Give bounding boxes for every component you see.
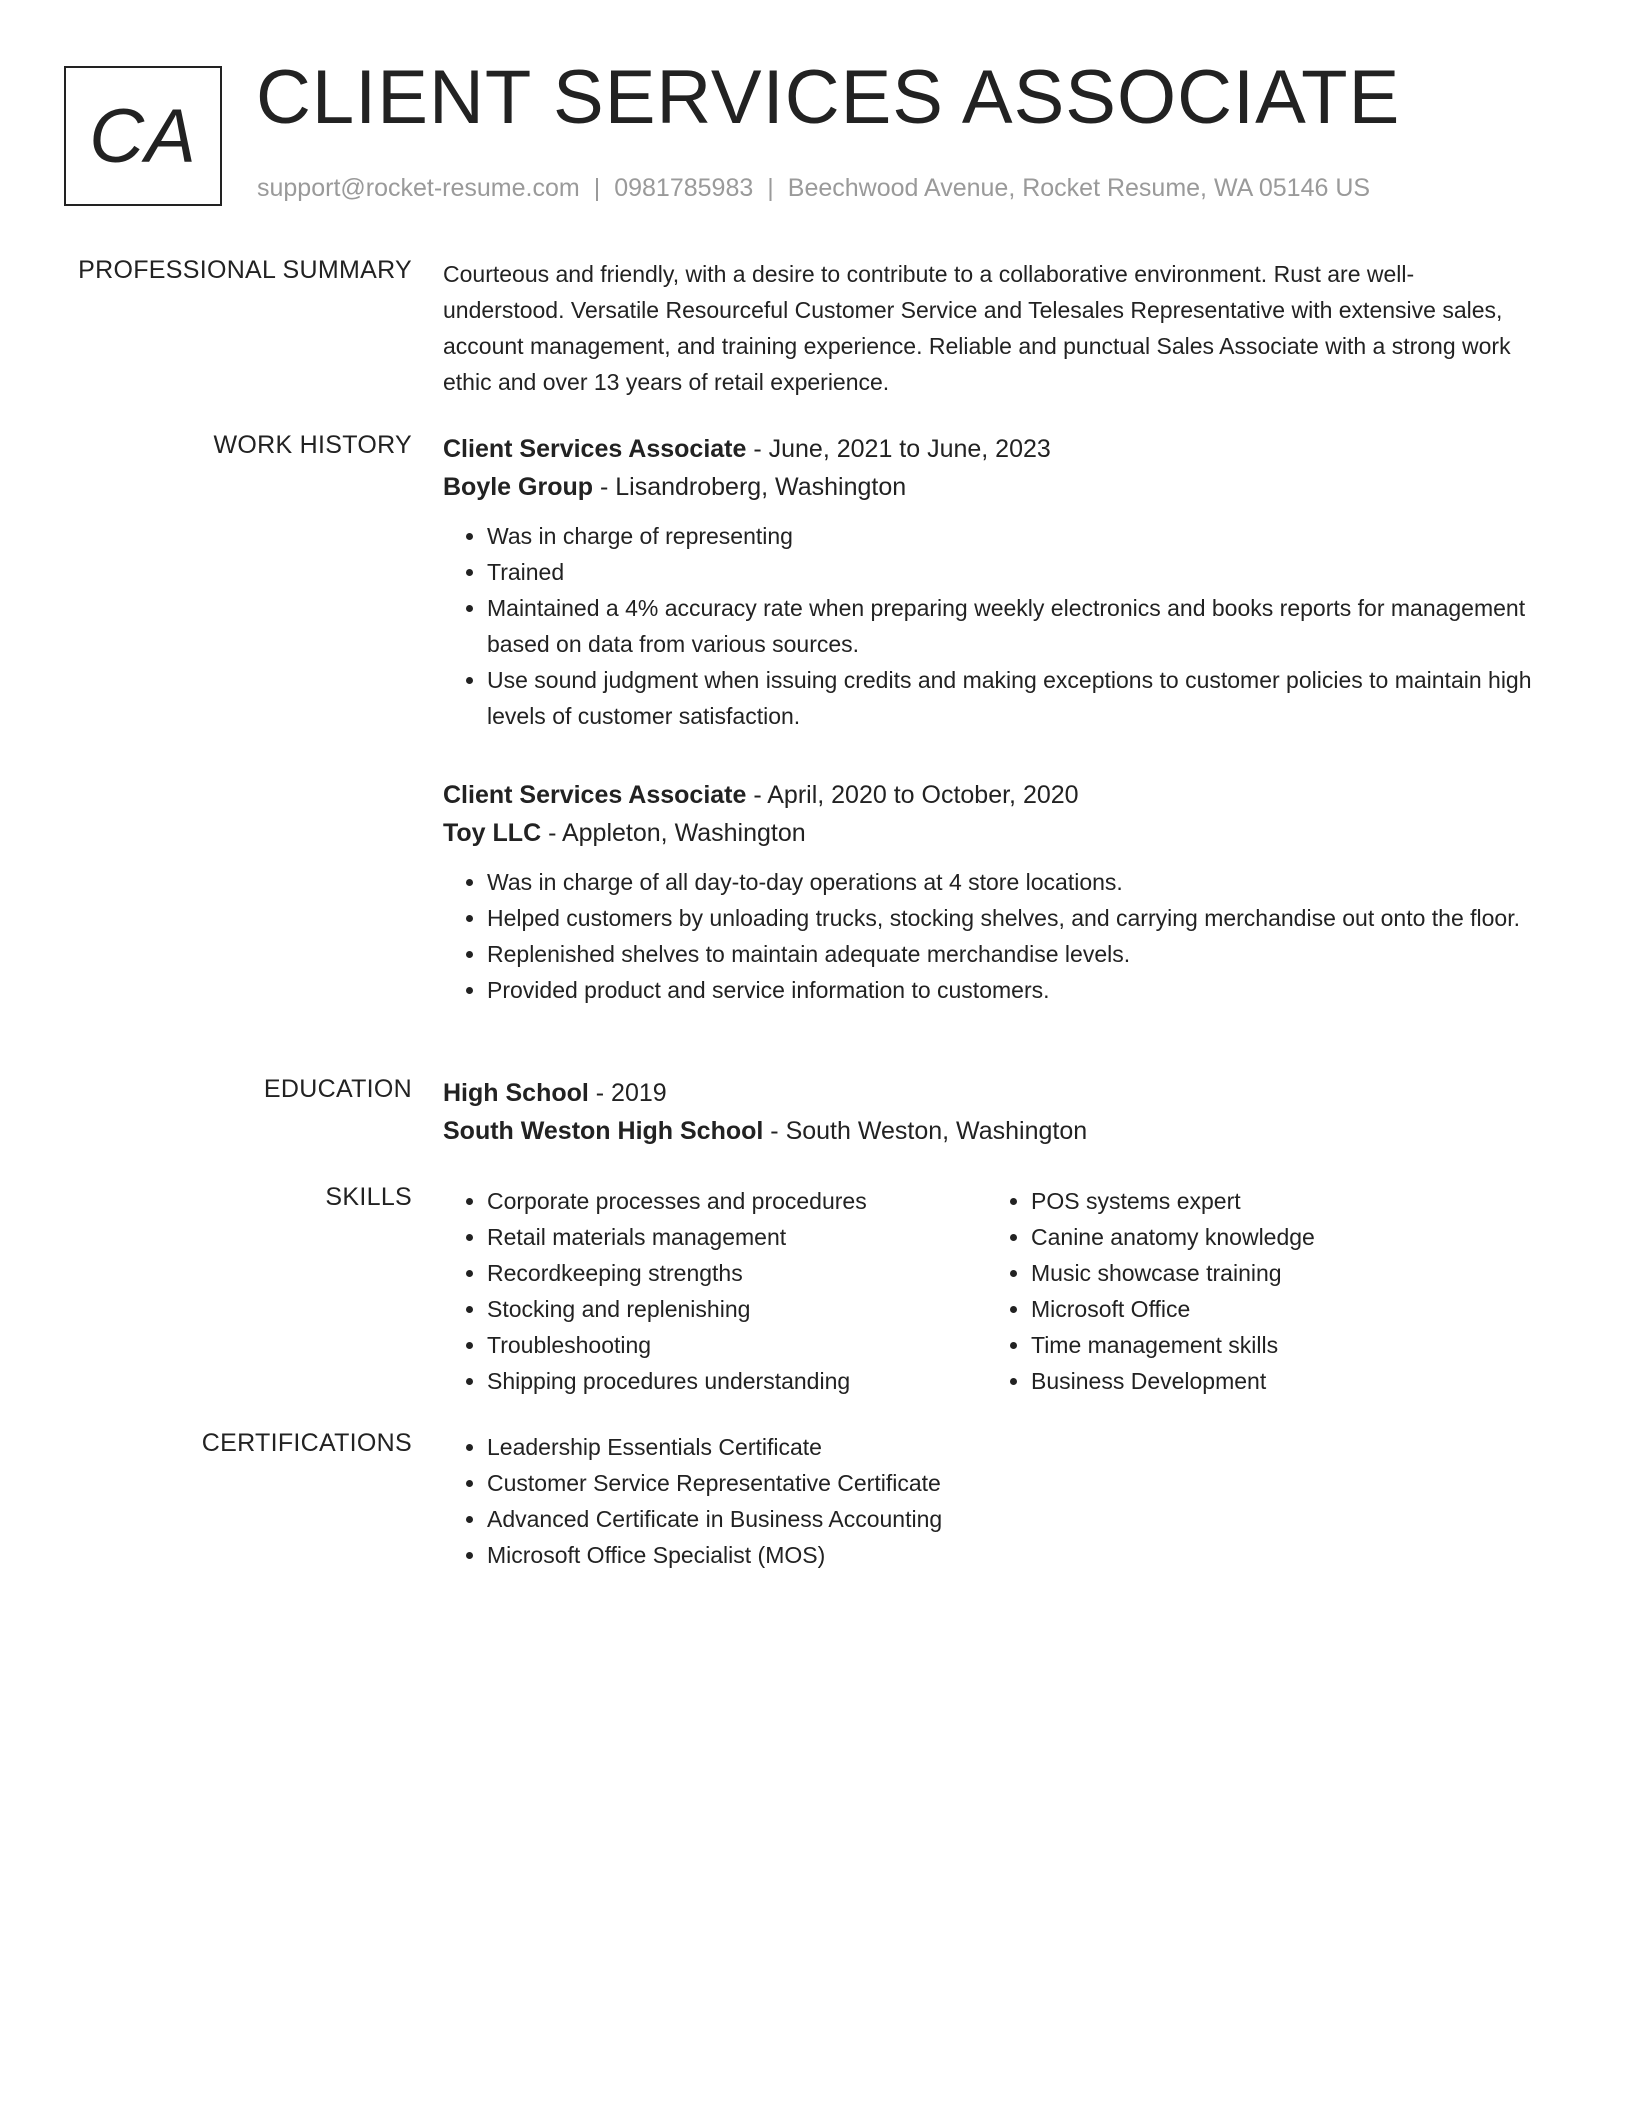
- job-company: Toy LLC: [443, 819, 542, 847]
- monogram-badge: [64, 66, 222, 206]
- list-item: • Recordkeeping strengths: [487, 1255, 943, 1291]
- list-item: • Business Development: [1031, 1363, 1487, 1399]
- summary-text: Courteous and friendly, with a desire to contribute to a collaborative environment. Rust are well-understood. Versatile Resourceful Customer Service and Telesales Representative with extensive sales, account management, and training experience. Reliable and punctual Sales Associate with a strong work ethic and over 13 years of retail experience.: [443, 261, 1511, 395]
- list-item: • Shipping procedures understanding: [487, 1363, 943, 1399]
- list-item: • Maintained a 4% accuracy rate when preparing weekly electronics and books reports for management based on data from various sources.: [487, 590, 1543, 662]
- list-item: • Microsoft Office Specialist (MOS): [487, 1537, 1543, 1573]
- monogram-text: CA: [89, 93, 197, 179]
- list-item: • Replenished shelves to maintain adequate merchandise levels.: [487, 936, 1543, 972]
- education-location: - South Weston, Washington: [763, 1117, 1088, 1145]
- job-title: Client Services Associate: [443, 781, 747, 809]
- list-item: • Troubleshooting: [487, 1327, 943, 1363]
- list-item: • Provided product and service information to customers.: [487, 972, 1543, 1008]
- list-item: • Helped customers by unloading trucks, stocking shelves, and carrying merchandise out onto the floor.: [487, 900, 1543, 936]
- contact-separator: |: [767, 174, 774, 202]
- summary-label: PROFESSIONAL SUMMARY: [78, 256, 412, 284]
- list-item: • Leadership Essentials Certificate: [487, 1429, 1543, 1465]
- list-item: • Use sound judgment when issuing credits and making exceptions to customer policies to maintain high levels of customer satisfaction.: [487, 662, 1543, 734]
- list-item: • Corporate processes and procedures: [487, 1183, 943, 1219]
- job-title-line: [443, 430, 1543, 468]
- job-bullets: [443, 864, 1543, 1008]
- contact-phone[interactable]: 0981785983: [614, 174, 754, 202]
- list-item: • Retail materials management: [487, 1219, 943, 1255]
- education-school-line: [443, 1112, 1543, 1150]
- job-company-line: [443, 814, 1543, 852]
- job-company-line: [443, 468, 1543, 506]
- job-company: Boyle Group: [443, 473, 594, 501]
- job-entry: [443, 430, 1543, 734]
- resume-title: CLIENT SERVICES ASSOCIATE: [256, 55, 1401, 140]
- certifications-body: [443, 1429, 1543, 1573]
- contact-address: Beechwood Avenue, Rocket Resume, WA 05146 US: [787, 174, 1371, 202]
- education-body: [443, 1074, 1543, 1150]
- job-location: - Lisandroberg, Washington: [593, 473, 907, 501]
- skills-list-right: [987, 1183, 1487, 1399]
- certifications-list: [443, 1429, 1543, 1573]
- education-degree-line: [443, 1074, 1543, 1112]
- job-entry: [443, 776, 1543, 1008]
- job-dates: - June, 2021 to June, 2023: [746, 435, 1051, 463]
- job-title: Client Services Associate: [443, 435, 747, 463]
- skills-list-left: [443, 1183, 943, 1399]
- job-dates: - April, 2020 to October, 2020: [746, 781, 1079, 809]
- skills-label: SKILLS: [325, 1183, 412, 1211]
- job-title-line: [443, 776, 1543, 814]
- list-item: • Music showcase training: [1031, 1255, 1487, 1291]
- list-item: • POS systems expert: [1031, 1183, 1487, 1219]
- list-item: • Advanced Certificate in Business Accounting: [487, 1501, 1543, 1537]
- list-item: • Microsoft Office: [1031, 1291, 1487, 1327]
- list-item: • Trained: [487, 554, 1543, 590]
- summary-body: [443, 256, 1543, 400]
- education-degree: High School: [443, 1079, 589, 1107]
- list-item: • Canine anatomy knowledge: [1031, 1219, 1487, 1255]
- skills-body: [443, 1183, 1543, 1399]
- work-history-label: WORK HISTORY: [213, 431, 412, 459]
- list-item: • Time management skills: [1031, 1327, 1487, 1363]
- education-year: - 2019: [588, 1079, 667, 1107]
- skills-column-right: [987, 1183, 1487, 1399]
- job-location: - Appleton, Washington: [541, 819, 806, 847]
- certifications-label: CERTIFICATIONS: [201, 1429, 412, 1457]
- job-bullets: [443, 518, 1543, 734]
- work-history-body: [443, 430, 1543, 1008]
- list-item: • Was in charge of all day-to-day operations at 4 store locations.: [487, 864, 1543, 900]
- contact-line: [257, 174, 1370, 203]
- list-item: • Customer Service Representative Certificate: [487, 1465, 1543, 1501]
- contact-separator: |: [593, 174, 601, 202]
- list-item: • Was in charge of representing: [487, 518, 1543, 554]
- education-school: South Weston High School: [443, 1117, 764, 1145]
- list-item: • Stocking and replenishing: [487, 1291, 943, 1327]
- education-label: EDUCATION: [263, 1075, 412, 1103]
- skills-column-left: [443, 1183, 943, 1399]
- skills-columns: [443, 1183, 1543, 1399]
- contact-email[interactable]: support@rocket-resume.com: [257, 174, 580, 202]
